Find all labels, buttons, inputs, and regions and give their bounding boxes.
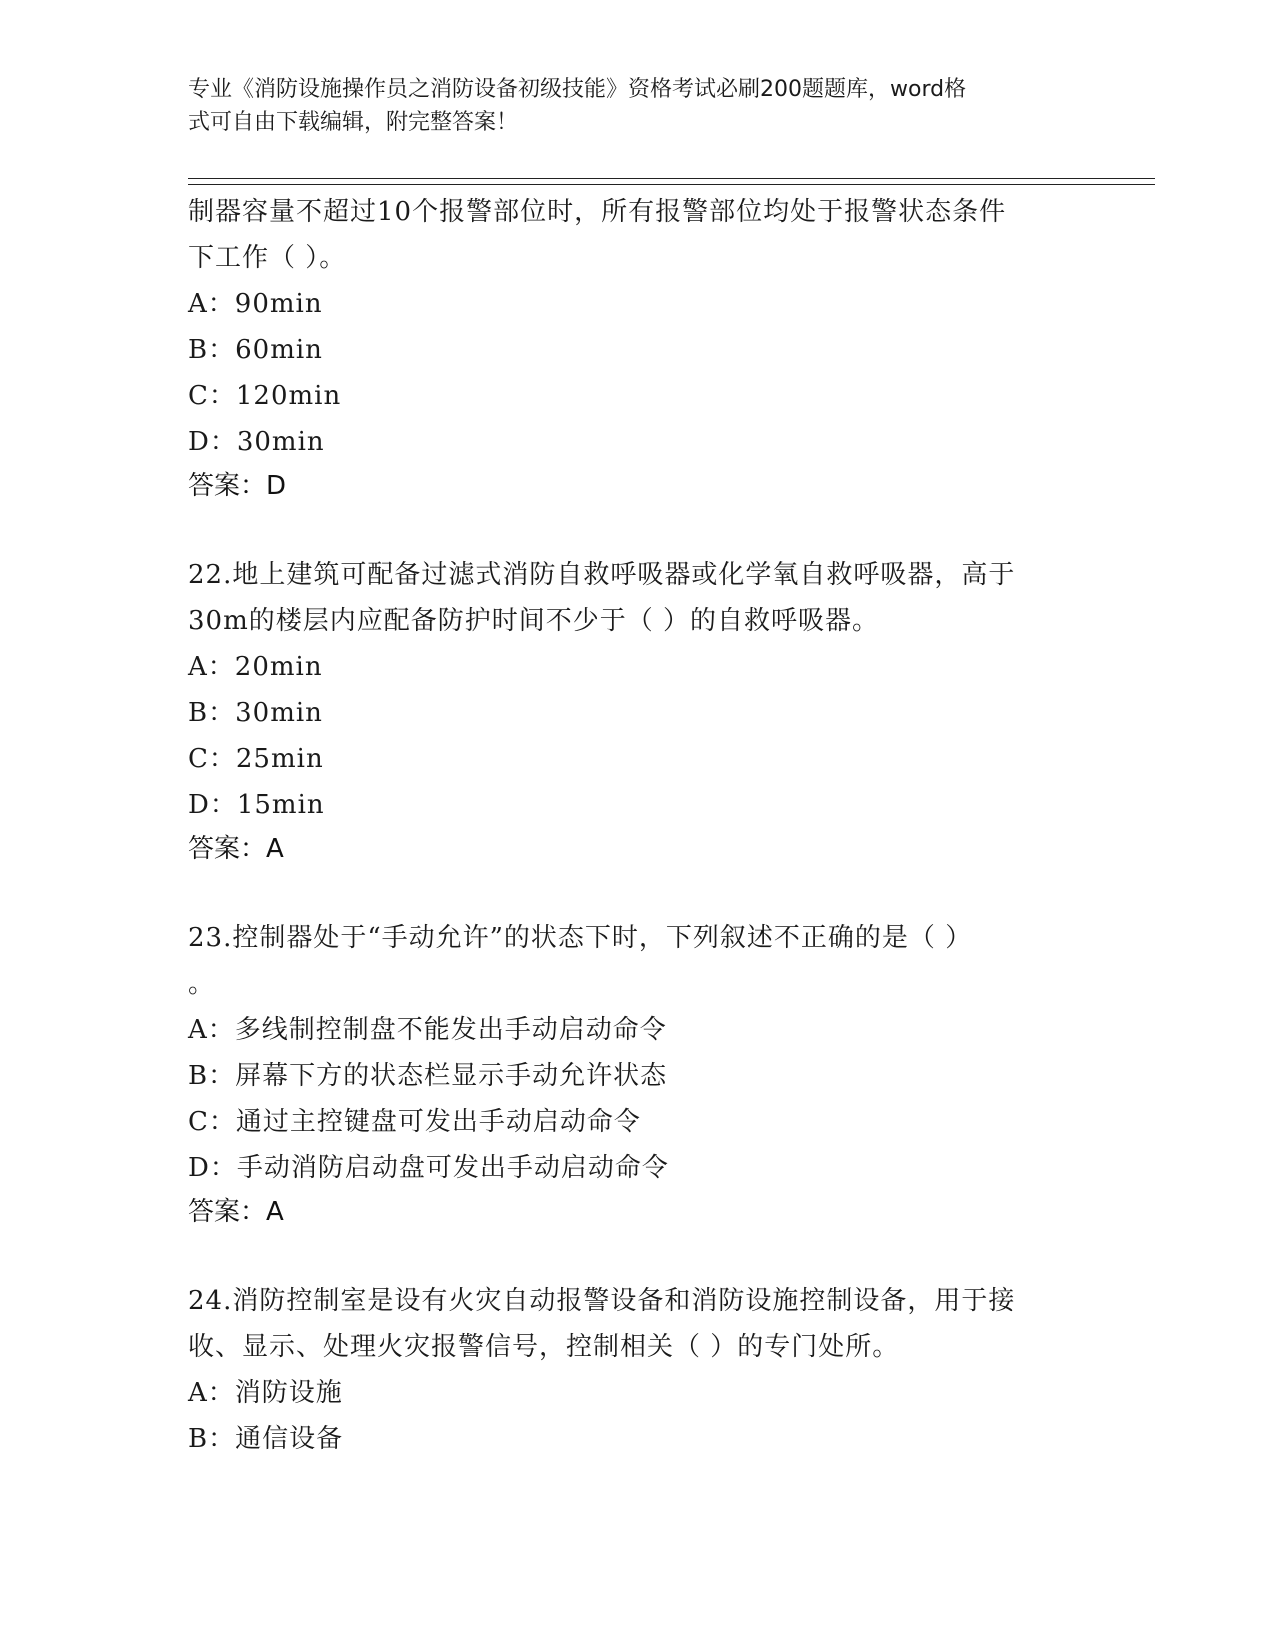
question-stem-line: 制器容量不超过10个报警部位时，所有报警部位均处于报警状态条件 [188, 197, 1007, 227]
option-a: A：20min [188, 652, 323, 682]
option-c: C：通过主控键盘可发出手动启动命令 [188, 1107, 641, 1137]
option-a: A：消防设施 [188, 1378, 343, 1408]
header-line-2: 式可自由下载编辑，附完整答案！ [188, 110, 519, 135]
header-rule-top [188, 178, 1155, 179]
question-stem-line: 收、显示、处理火灾报警信号，控制相关（ ）的专门处所。 [188, 1332, 900, 1362]
answer-line: 答案：A [188, 834, 284, 864]
answer-line: 答案：A [188, 1197, 284, 1227]
question-24 [188, 1278, 1088, 1462]
question-spacer [188, 1233, 1088, 1278]
question-stem-line: 22.地上建筑可配备过滤式消防自救呼吸器或化学氧自救呼吸器，高于 [188, 560, 1016, 590]
question-stem-line: 30m的楼层内应配备防护时间不少于（ ）的自救呼吸器。 [188, 606, 880, 636]
option-c: C：25min [188, 744, 324, 774]
question-spacer [188, 507, 1088, 552]
option-d: D：15min [188, 790, 325, 820]
header-line-1: 专业《消防设施操作员之消防设备初级技能》资格考试必刷200题题库，word格 [188, 77, 967, 102]
question-stem-line: 下工作（ ）。 [188, 243, 347, 273]
option-a: A：90min [188, 289, 323, 319]
option-b: B：30min [188, 698, 323, 728]
document-header [188, 73, 1068, 139]
option-b: B：通信设备 [188, 1424, 344, 1454]
question-stem-line: 。 [188, 969, 216, 999]
option-c: C：120min [188, 381, 342, 411]
questions-content [188, 189, 1088, 1462]
answer-line: 答案：D [188, 471, 287, 501]
question-stem-line: 24.消防控制室是设有火灾自动报警设备和消防设施控制设备，用于接 [188, 1286, 1016, 1316]
option-a: A：多线制控制盘不能发出手动启动命令 [188, 1015, 667, 1045]
question-22 [188, 552, 1088, 870]
question-23 [188, 915, 1088, 1233]
header-rule-bottom [188, 184, 1155, 185]
option-b: B：屏幕下方的状态栏显示手动允许状态 [188, 1061, 668, 1091]
option-d: D：30min [188, 427, 325, 457]
question-stem-line: 23.控制器处于“手动允许”的状态下时，下列叙述不正确的是（ ） [188, 923, 973, 953]
option-d: D：手动消防启动盘可发出手动启动命令 [188, 1153, 669, 1183]
question-spacer [188, 870, 1088, 915]
option-b: B：60min [188, 335, 323, 365]
question-continued [188, 189, 1088, 507]
